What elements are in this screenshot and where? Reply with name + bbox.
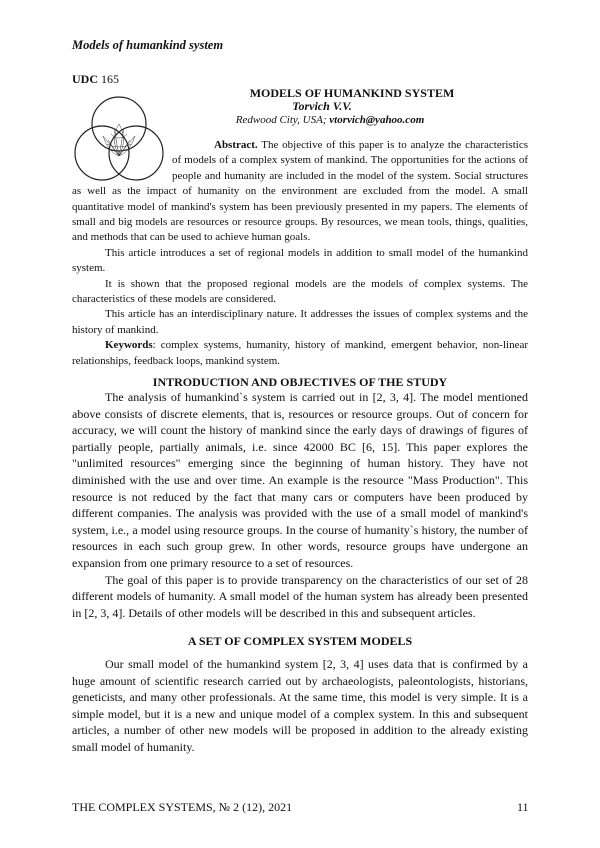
logo-spacer xyxy=(72,138,172,184)
section-heading-models: A SET OF COMPLEX SYSTEM MODELS xyxy=(187,634,413,648)
keywords-line xyxy=(72,338,528,369)
introduction-paragraph-1: The analysis of humankind`s system is carried out in [2, 3, 4]. The model mentioned above consists of discrete elements, that is, resources or resource groups. Out of concern for accuracy, we will count the history of mankind since the early days of drawings of figures of partially people, partially animals, i.e. since 42000 BC [6, 15]. This paper explores the "unlimited resources" emerging since the beginning of human history. They have not diminished with the use and over time. An example is the resource "Mass Production". This resource is not reduced by the fact that many cars or computers have been produced by different companies. The analysis was provided with the use of a small model of mankind's system, i.e., a model using resource groups. In the course of humanity`s history, the number of resources in each such group grew. In other words, resource groups have undergone an expansion from one primary resource to a set of resources. xyxy=(72,390,528,570)
section-heading-introduction: INTRODUCTION AND OBJECTIVES OF THE STUDY xyxy=(152,375,448,389)
abstract-block xyxy=(72,138,528,369)
running-header: Models of humankind system xyxy=(72,38,224,52)
abstract-paragraph-3: It is shown that the proposed regional models are the models of complex systems. The characteristics of these models are considered. xyxy=(72,277,528,306)
abstract-text: The objective of this paper is to analyze the characteristics of models of a complex system of mankind. The opportunities for the actions of people and humanity are included in the model of the system. Social structures as well as the impact of humanity on the environment are excluded from the model. A small quantitative model of mankind's system has been previously presented in my papers. The elements of small and big models are resources or resource groups. By resources, we mean tools, things, qualities, and methods that can be used to achieve human goals. xyxy=(72,139,528,244)
models-paragraph-1: Our small model of the humankind system [2, 3, 4] uses data that is confirmed by a huge amount of scientific research carried out by archaeologists, paleontologists, historians, geneticists, and many other professionals. At the same time, this model is very simple. It is a simple model, but it is a new and unique model of a complex system. In this and subsequent articles, a number of other new models will be proposed in addition to the already existing small model of humanity. xyxy=(72,657,528,754)
abstract-paragraph xyxy=(72,138,528,246)
author-name: Torvich V.V. xyxy=(292,99,352,113)
footer-journal: THE COMPLEX SYSTEMS, № 2 (12), 2021 xyxy=(72,800,293,814)
keywords-text: : complex systems, humanity, history of mankind, emergent behavior, non-linear relationships, feedback loops, mankind system. xyxy=(72,339,528,367)
abstract-label: Abstract. xyxy=(214,139,258,151)
introduction-body xyxy=(72,389,528,621)
page-number: 11 xyxy=(517,800,529,814)
affiliation-place: Redwood City, USA; xyxy=(235,114,327,126)
udc-label: UDC xyxy=(72,72,98,86)
udc-number: 165 xyxy=(101,72,119,86)
introduction-paragraph-2: The goal of this paper is to provide transparency on the characteristics of our set of 28 different models of humanity. A small model of the human system has already been presented in [2, 3, 4]. Details of other models will be described in this and subsequent articles. xyxy=(72,572,528,620)
paper-title: MODELS OF HUMANKIND SYSTEM xyxy=(249,86,455,100)
udc-line xyxy=(72,72,119,87)
keywords-label: Keywords xyxy=(105,339,153,352)
abstract-paragraph-4: This article has an interdisciplinary nature. It addresses the issues of complex systems and the history of mankind. xyxy=(72,308,528,336)
abstract-paragraph-2: This article introduces a set of regional models in addition to small model of the humankind system. xyxy=(72,246,528,275)
author-email: vtorvich@yahoo.com xyxy=(329,114,425,126)
models-body xyxy=(72,656,528,756)
